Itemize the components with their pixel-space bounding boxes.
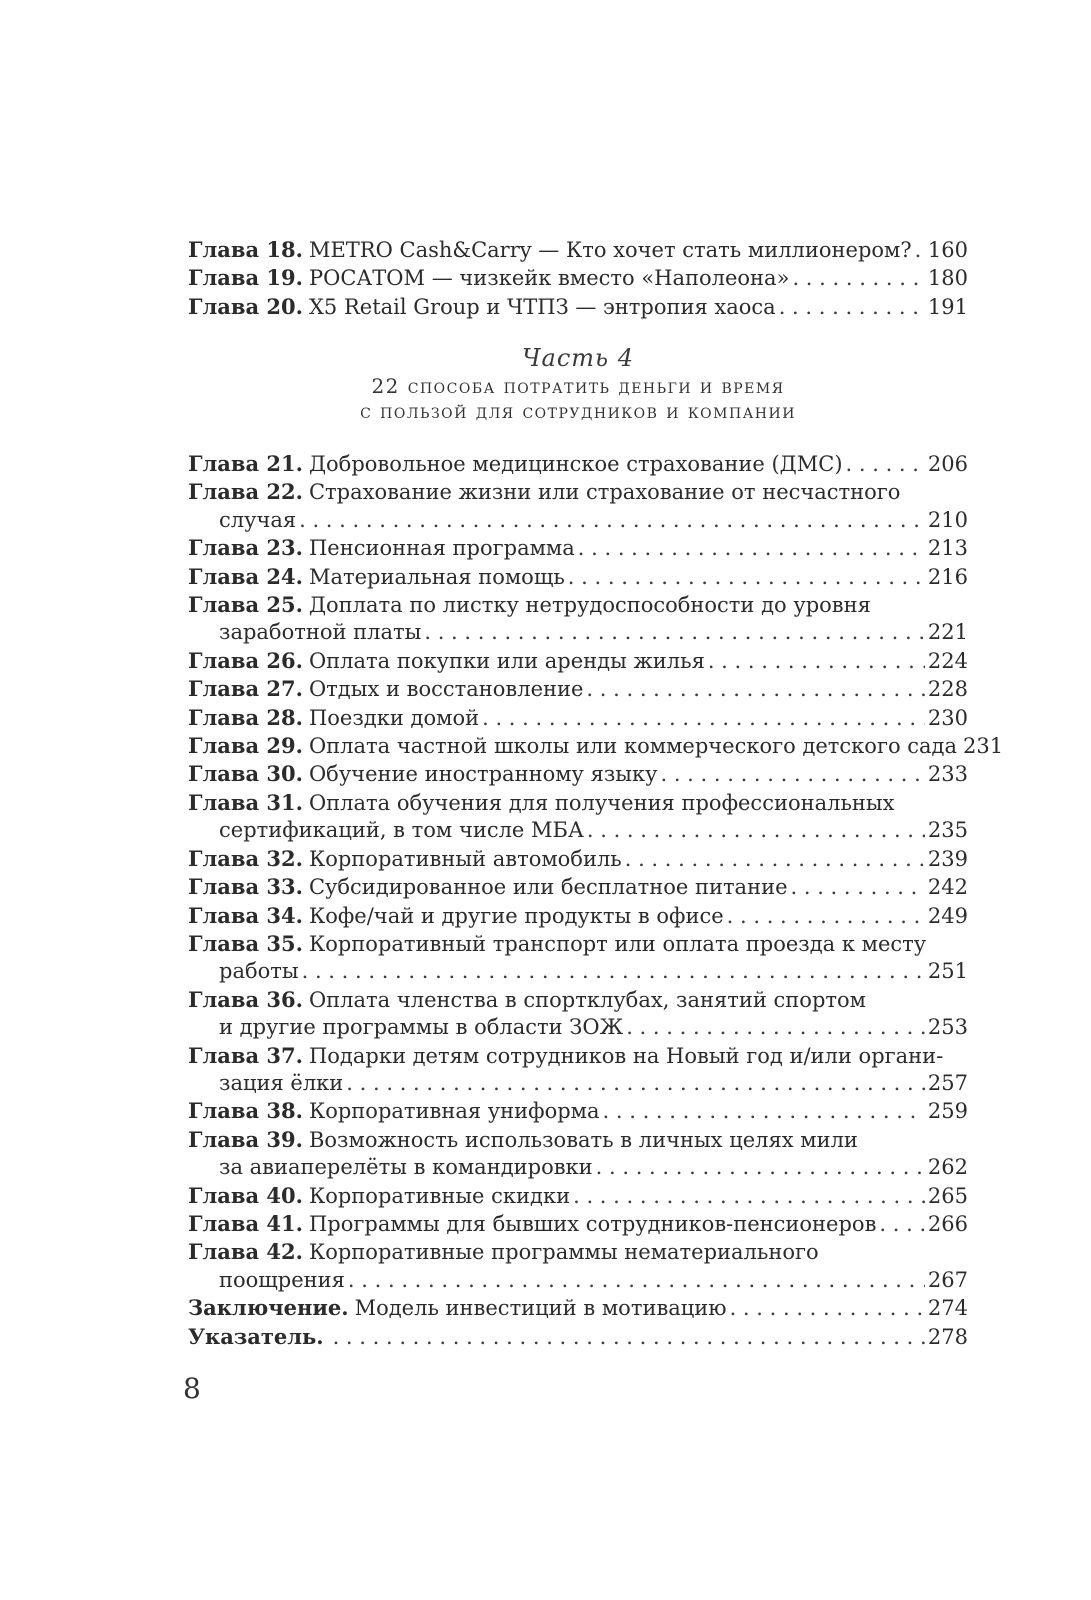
chapter-title: зация ёлки bbox=[219, 1070, 344, 1095]
chapter-number: Глава 40. bbox=[188, 1182, 303, 1208]
chapter-title: заработной платы bbox=[219, 620, 422, 645]
chapter-number: Глава 41. bbox=[188, 1210, 303, 1236]
leader-dots bbox=[626, 1014, 925, 1041]
chapter-title: и другие программы в области ЗОЖ bbox=[219, 1015, 624, 1040]
toc-entry-line bbox=[188, 986, 968, 1014]
toc-entry bbox=[188, 1042, 968, 1098]
toc-entry bbox=[188, 902, 968, 930]
toc-entry-line bbox=[188, 478, 968, 506]
chapter-number: Глава 27. bbox=[188, 676, 303, 702]
toc-entry bbox=[188, 873, 968, 901]
chapter-title: Доплата по листку нетрудоспособности до уровня bbox=[308, 593, 871, 618]
leader-dots bbox=[660, 761, 924, 788]
toc-entry-line bbox=[188, 1294, 968, 1322]
toc-entry-line bbox=[188, 704, 968, 732]
leader-dots bbox=[596, 1154, 925, 1181]
page-number: 8 bbox=[183, 1372, 201, 1405]
toc-entry-line bbox=[188, 647, 968, 675]
toc-entry bbox=[188, 930, 968, 986]
toc-entry bbox=[188, 534, 968, 562]
page-reference: 249 bbox=[927, 903, 968, 928]
toc-entry bbox=[188, 591, 968, 647]
leader-dots bbox=[299, 507, 925, 534]
chapter-number: Глава 42. bbox=[188, 1239, 303, 1265]
leader-dots bbox=[792, 265, 924, 292]
leader-dots bbox=[915, 237, 925, 264]
toc-entry-line bbox=[188, 450, 968, 478]
toc-entry-line bbox=[188, 732, 1004, 760]
leader-dots bbox=[846, 451, 925, 478]
leader-dots bbox=[791, 874, 925, 901]
toc-entry bbox=[188, 1210, 968, 1238]
page-reference: 191 bbox=[927, 294, 968, 319]
leader-dots bbox=[879, 1211, 925, 1238]
chapter-number: Глава 32. bbox=[188, 845, 303, 871]
leader-dots bbox=[346, 1070, 925, 1097]
toc-entry bbox=[188, 675, 968, 703]
page-reference: 216 bbox=[927, 564, 968, 589]
page-reference: 267 bbox=[927, 1267, 968, 1292]
chapter-title: Программы для бывших сотрудников-пенсионеров bbox=[308, 1211, 877, 1236]
toc-entry-line bbox=[188, 817, 968, 844]
chapter-number: Глава 20. bbox=[188, 293, 303, 319]
toc-entry bbox=[188, 1238, 968, 1294]
chapter-title: Субсидированное или бесплатное питание bbox=[308, 875, 788, 900]
toc-entry-line bbox=[188, 1070, 968, 1097]
leader-dots bbox=[424, 619, 925, 646]
page-reference: 274 bbox=[927, 1296, 968, 1321]
toc-entry bbox=[188, 264, 968, 292]
toc-entry bbox=[188, 760, 968, 788]
chapter-title: Пенсионная программа bbox=[308, 536, 575, 561]
toc-entry bbox=[188, 1126, 968, 1182]
chapter-number: Заключение. bbox=[188, 1295, 349, 1321]
toc-entry-line bbox=[188, 1154, 968, 1181]
chapter-number: Глава 26. bbox=[188, 647, 303, 673]
toc-entry bbox=[188, 293, 968, 321]
toc-entry-line bbox=[188, 958, 968, 985]
toc-entry-line bbox=[188, 1014, 968, 1041]
chapter-title: Материальная помощь bbox=[308, 564, 565, 589]
page-reference: 257 bbox=[927, 1070, 968, 1095]
chapter-title: Страхование жизни или страхование от несчастного bbox=[308, 480, 901, 505]
chapter-number: Глава 23. bbox=[188, 535, 303, 561]
toc-entry bbox=[188, 1294, 968, 1322]
page-reference: 230 bbox=[927, 705, 968, 730]
toc-entry-line bbox=[188, 1267, 968, 1294]
leader-dots bbox=[578, 535, 925, 562]
page-reference: 160 bbox=[927, 238, 968, 262]
toc-entry-line bbox=[188, 902, 968, 930]
chapter-title: РОСАТОМ — чизкейк вместо «Наполеона» bbox=[308, 266, 790, 291]
toc-entry bbox=[188, 789, 968, 845]
part-label: Часть 4 bbox=[521, 344, 635, 372]
chapter-title: Корпоративные программы нематериального bbox=[308, 1240, 819, 1265]
leader-dots bbox=[482, 705, 925, 732]
part-heading bbox=[188, 342, 968, 424]
toc-entry bbox=[188, 986, 968, 1042]
leader-dots bbox=[708, 648, 925, 675]
toc-entry bbox=[188, 478, 968, 534]
leader-dots bbox=[625, 846, 925, 873]
chapter-number: Глава 38. bbox=[188, 1098, 303, 1124]
toc-entry-line bbox=[188, 675, 968, 703]
leader-dots bbox=[727, 903, 925, 930]
page-reference: 242 bbox=[927, 875, 968, 900]
chapter-title: Обучение иностранному языку bbox=[308, 762, 658, 787]
chapter-title: Оплата членства в спортклубах, занятий спортом bbox=[308, 987, 866, 1012]
toc-top-block bbox=[188, 236, 968, 321]
toc-entry-line bbox=[188, 534, 968, 562]
page-reference: 206 bbox=[927, 452, 968, 476]
toc-entry-line bbox=[188, 1182, 968, 1210]
chapter-title: Добровольное медицинское страхование (ДМС) bbox=[308, 452, 843, 476]
leader-dots bbox=[302, 958, 925, 985]
chapter-number: Глава 22. bbox=[188, 479, 303, 505]
chapter-number: Указатель. bbox=[188, 1323, 324, 1349]
toc-entry bbox=[188, 1182, 968, 1210]
toc-entry bbox=[188, 1323, 968, 1351]
chapter-number: Глава 29. bbox=[188, 733, 303, 759]
page-reference: 228 bbox=[927, 677, 968, 702]
leader-dots bbox=[333, 1324, 925, 1351]
toc-entry-line bbox=[188, 507, 968, 534]
chapter-title: X5 Retail Group и ЧТПЗ — энтропия хаоса bbox=[308, 294, 776, 319]
chapter-title: Возможность использовать в личных целях мили bbox=[308, 1127, 858, 1152]
toc-entry-line bbox=[188, 1238, 968, 1266]
toc-entry bbox=[188, 732, 1004, 760]
chapter-title: Оплата частной школы или коммерческого детского сада bbox=[308, 734, 958, 759]
page-reference: 210 bbox=[927, 507, 968, 532]
chapter-title: Корпоративный автомобиль bbox=[308, 846, 622, 871]
chapter-title: Оплата обучения для получения профессиональных bbox=[308, 790, 895, 815]
chapter-number: Глава 31. bbox=[188, 789, 303, 815]
chapter-number: Глава 18. bbox=[188, 237, 303, 262]
chapter-number: Глава 39. bbox=[188, 1126, 303, 1152]
leader-dots bbox=[568, 564, 925, 591]
page-reference: 266 bbox=[927, 1211, 968, 1236]
toc-entry bbox=[188, 450, 968, 478]
chapter-number: Глава 33. bbox=[188, 874, 303, 900]
chapter-title: Корпоративная униформа bbox=[308, 1099, 600, 1124]
chapter-title: сертификаций, в том числе МБА bbox=[219, 818, 584, 843]
page-reference: 235 bbox=[927, 818, 968, 843]
leader-dots bbox=[573, 1183, 925, 1210]
page-reference: 265 bbox=[927, 1183, 968, 1208]
toc-entry-line bbox=[188, 293, 968, 321]
chapter-title: Отдых и восстановление bbox=[308, 677, 584, 702]
toc-entry bbox=[188, 647, 968, 675]
page-reference: 221 bbox=[927, 620, 968, 645]
leader-dots bbox=[779, 294, 925, 321]
toc-entry bbox=[188, 236, 968, 264]
page-reference: 259 bbox=[927, 1099, 968, 1124]
leader-dots bbox=[587, 817, 925, 844]
toc-entry-line bbox=[188, 1210, 968, 1238]
toc-entry-line bbox=[188, 930, 968, 958]
chapter-title: Корпоративные скидки bbox=[308, 1183, 571, 1208]
leader-dots bbox=[586, 676, 924, 703]
page-reference: 253 bbox=[927, 1015, 968, 1040]
toc-entry-line bbox=[188, 1126, 968, 1154]
chapter-title: Кофе/чай и другие продукты в офисе bbox=[308, 903, 724, 928]
page-reference: 262 bbox=[927, 1155, 968, 1180]
toc-entry bbox=[188, 845, 968, 873]
toc-entry-line bbox=[188, 619, 968, 646]
toc-entry-line bbox=[188, 264, 968, 292]
toc-entry-line bbox=[188, 591, 968, 619]
chapter-title: Модель инвестиций в мотивацию bbox=[354, 1296, 727, 1321]
chapter-number: Глава 25. bbox=[188, 592, 303, 618]
toc-entry bbox=[188, 1097, 968, 1125]
toc-entry-line bbox=[188, 789, 968, 817]
toc-entry bbox=[188, 704, 968, 732]
toc-entry bbox=[188, 563, 968, 591]
toc-entry-line bbox=[188, 760, 968, 788]
toc-entry-line bbox=[188, 845, 968, 873]
chapter-number: Глава 24. bbox=[188, 563, 303, 589]
chapter-number: Глава 28. bbox=[188, 704, 303, 730]
leader-dots bbox=[730, 1295, 925, 1322]
part-title-line-2: с пользой для сотрудников и компании bbox=[360, 399, 796, 423]
chapter-title: Поездки домой bbox=[308, 705, 480, 730]
chapter-number: Глава 37. bbox=[188, 1042, 303, 1068]
chapter-title: поощрения bbox=[219, 1267, 345, 1292]
page-reference: 233 bbox=[927, 762, 968, 787]
chapter-number: Глава 30. bbox=[188, 761, 303, 787]
chapter-number: Глава 21. bbox=[188, 451, 303, 476]
toc-entry-line bbox=[188, 1323, 968, 1351]
chapter-number: Глава 19. bbox=[188, 265, 303, 291]
part-title-line-1: 22 способа потратить деньги и время bbox=[371, 374, 785, 398]
toc-entry-line bbox=[188, 236, 968, 264]
page-reference: 213 bbox=[927, 536, 968, 561]
chapter-number: Глава 35. bbox=[188, 930, 303, 956]
page-reference: 251 bbox=[927, 959, 968, 984]
chapter-title: случая bbox=[219, 507, 297, 532]
toc-main-block bbox=[188, 450, 1004, 1351]
page-reference: 231 bbox=[963, 734, 1004, 759]
page-reference: 239 bbox=[927, 846, 968, 871]
chapter-title: Подарки детям сотрудников на Новый год и/или органи- bbox=[308, 1043, 944, 1068]
toc-entry-line bbox=[188, 873, 968, 901]
page-reference: 180 bbox=[927, 266, 968, 291]
chapter-title: METRO Cash&Carry — Кто хочет стать миллионером? bbox=[308, 238, 912, 262]
toc-entry-line bbox=[188, 1042, 968, 1070]
chapter-title: Оплата покупки или аренды жилья bbox=[308, 648, 705, 673]
toc-entry-line bbox=[188, 1097, 968, 1125]
chapter-title: Корпоративный транспорт или оплата проезда к месту bbox=[308, 931, 927, 956]
chapter-number: Глава 36. bbox=[188, 986, 303, 1012]
toc-entry-line bbox=[188, 563, 968, 591]
page-reference: 224 bbox=[927, 648, 968, 673]
chapter-title: работы bbox=[219, 959, 299, 984]
leader-dots bbox=[348, 1267, 925, 1294]
page-reference: 278 bbox=[927, 1324, 968, 1349]
chapter-number: Глава 34. bbox=[188, 902, 303, 928]
leader-dots bbox=[603, 1098, 925, 1125]
chapter-title: за авиаперелёты в командировки bbox=[219, 1155, 593, 1180]
